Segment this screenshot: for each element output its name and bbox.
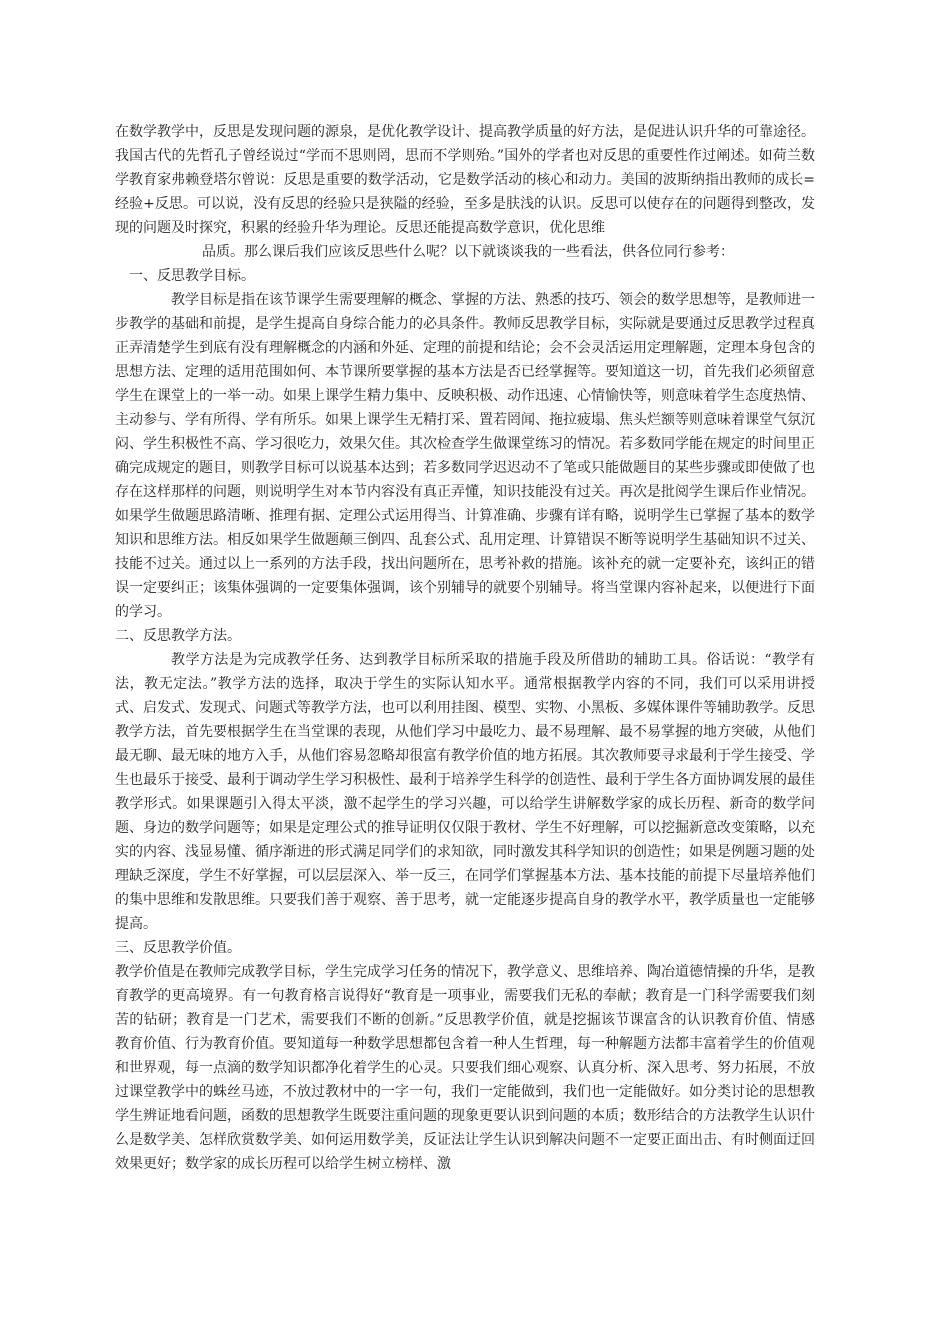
intro-paragraph: 在数学教学中，反思是发现问题的源泉，是优化教学设计、提高教学质量的好方法，是促进认识升华的可靠途径。我国古代的先哲孔子曾经说过“学而不思则罔，思而不学则殆。”国外的学者也对反思的重要性作过阐述。如荷兰数学教育家弗赖登塔尔曾说：反思是重要的数学活动，它是数学活动的核心和动力。美国的波斯纳指出教师的成长=经验+反思。可以说，没有反思的经验只是狭隘的经验，至多是肤浅的认识。反思可以使存在的问题得到整改，发现的问题及时探究，积累的经验升华为理论。反思还能提高数学意识，优化思维 — [115, 124, 815, 236]
section-heading-value: 三、反思教学价值。 — [115, 940, 241, 956]
document-page — [115, 120, 815, 1176]
intro-paragraph-continued: 品质。那么课后我们应该反思些什么呢？以下就谈谈我的一些看法，供各位同行参考： — [202, 244, 734, 260]
section-body-methods: 教学方法是为完成教学任务、达到教学目标所采取的措施手段及所借助的辅助工具。俗话说：“教学有法，教无定法。”教学方法的选择，取决于学生的实际认知水平。通常根据教学内容的不同，我们可以采用讲授式、启发式、发现式、问题式等教学方法，也可以利用挂图、模型、实物、小黑板、多媒体课件等辅助教学。反思教学方法，首先要根据学生在当堂课的表现，从他们学习中最吃力、最不易理解、最不易掌握的地方突破，从他们最无聊、最无味的地方入手，从他们容易忽略却很富有教学价值的地方拓展。其次教师要寻求最利于学生接受、学生也最乐于接受、最利于调动学生学习积极性、最利于培养学生科学的创造性、最利于学生各方面协调发展的最佳教学形式。如果课题引入得太平淡，激不起学生的学习兴趣，可以给学生讲解数学家的成长历程、新奇的数学问题、身边的数学问题等；如果是定理公式的推导证明仅仅限于教材、学生不好理解，可以挖掘新意改变策略，以充实的内容、浅显易懂、循序渐进的形式满足同学们的求知欲，同时激发其科学知识的创造性；如果是例题习题的处理缺乏深度，学生不好掌握，可以层层深入、举一反三，在同学们掌握基本方法、基本技能的前提下尽量培养他们的集中思维和发散思维。只要我们善于观察、善于思考，就一定能逐步提高自身的教学水平，教学质量也一定能够提高。 — [115, 652, 815, 932]
section-body-value: 教学价值是在教师完成教学目标，学生完成学习任务的情况下，教学意义、思维培养、陶冶道德情操的升华，是教育教学的更高境界。有一句教育格言说得好“教育是一项事业，需要我们无私的奉献；教育是一门科学需要我们刻苦的钻研；教育是一门艺术，需要我们不断的创新。”反思教学价值，就是挖掘该节课富含的认识教育价值、情感教育价值、行为教育价值。要知道每一种数学思想都包含着一种人生哲理，每一种解题方法都丰富着学生的价值观和世界观，每一点滴的数学知识都净化着学生的心灵。只要我们细心观察、认真分析、深入思考、努力拓展，不放过课堂教学中的蛛丝马迹，不放过教材中的一字一句，我们一定能做到，我们也一定能做好。如分类讨论的思想教学生辨证地看问题，函数的思想教学生既要注重问题的现象更要认识到问题的本质；数形结合的方法教学生认识什么是数学美、怎样欣赏数学美、如何运用数学美，反证法让学生认识到解决问题不一定要正面出击、有时侧面迂回效果更好；数学家的成长历程可以给学生树立榜样、激 — [115, 964, 815, 1172]
section-heading-methods: 二、反思教学方法。 — [115, 628, 241, 644]
section-body-goals: 教学目标是指在该节课学生需要理解的概念、掌握的方法、熟悉的技巧、领会的数学思想等，是教师进一步教学的基础和前提，是学生提高自身综合能力的必具条件。教师反思教学目标，实际就是要通过反思教学过程真正弄清楚学生到底有没有理解概念的内涵和外延、定理的前提和结论；会不会灵活运用定理解题，定理本身包含的思想方法、定理的适用范围如何、本节课所要掌握的基本方法是否已经掌握等。要知道这一切，首先我们必须留意学生在课堂上的一举一动。如果上课学生精力集中、反映积极、动作迅速、心情愉快等，则意味着学生态度热情、主动参与、学有所得、学有所乐。如果上课学生无精打采、置若罔闻、拖拉疲塌、焦头烂额等则意味着课堂气氛沉闷、学生积极性不高、学习很吃力，效果欠佳。其次检查学生做课堂练习的情况。若多数同学能在规定的时间里正确完成规定的题目，则教学目标可以说基本达到；若多数同学迟迟动不了笔或只能做题目的某些步骤或即使做了也存在这样那样的问题，则说明学生对本节内容没有真正弄懂，知识技能没有过关。再次是批阅学生课后作业情况。如果学生做题思路清晰、推理有据、定理公式运用得当、计算准确、步骤有详有略，说明学生已掌握了基本的数学知识和思维方法。相反如果学生做题颠三倒四、乱套公式、乱用定理、计算错误不断等说明学生基础知识不过关、技能不过关。通过以上一系列的方法手段，找出问题所在，思考补救的措施。该补充的就一定要补充，该纠正的错误一定要纠正；该集体强调的一定要集体强调，该个别辅导的就要个别辅导。将当堂课内容补起来，以便进行下面的学习。 — [115, 292, 815, 620]
section-heading-goals: 一、反思教学目标。 — [129, 268, 255, 284]
